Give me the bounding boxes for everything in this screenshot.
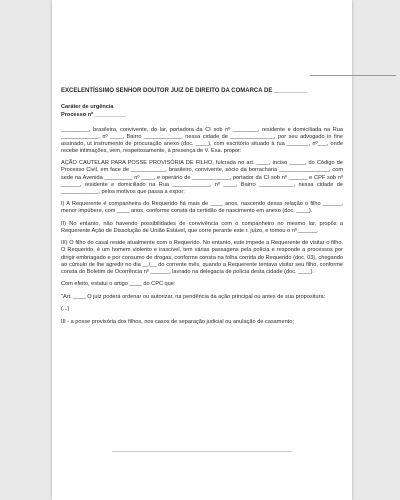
footer-rule: [112, 451, 292, 452]
document-title: EXCELENTÍSSIMO SENHOR DOUTOR JUIZ DE DIREITO DA COMARCA DE __________: [61, 88, 308, 94]
paragraph-article-quote: "Art. ____ O juiz poderá ordenar ou autorizar, na pendência da ação principal ou antes de sua propositura:: [61, 293, 326, 300]
document-body: [61, 88, 343, 331]
paragraph-qualification: _________, brasileira, convivente, do lar, portadora da CI sob nº ________, residente e domiciliada na Rua ____________, nº ____, Bairro ____________, nessa cidade de ______________, por seu advogado in fine assinado, ut instrumento de procuração anexo (doc. ____), com escritório situado à rua _______, nº___, onde recebe intimações, vem, respeitosamente, à presença de V. Exa. propor:: [61, 126, 343, 154]
paragraph-fact-2: II) No entanto, não havendo possibilidades de convivência com o companheiro no mesmo lar, propôs a Requerente Ação de Dissolução de União Estável, que corre perante este r. juízo, e tomou o nº ______.: [61, 220, 343, 234]
paragraph-cpc-intro: Com efeito, estatui o artigo ____ do CPC que:: [61, 281, 176, 288]
urgency-label: Caráter de urgência: [61, 104, 114, 111]
paragraph-article-item-iii: III - a posse provisória dos filhos, nos casos de separação judicial ou anulação de casamento;: [61, 318, 294, 325]
document-page: [52, 0, 352, 500]
header-rule: [310, 75, 396, 76]
process-number: Processo nº __________: [61, 111, 126, 118]
paragraph-action: AÇÃO CAUTELAR PARA POSSE PROVISÓRIA DE FILHO, fulcrada no art. ____, inciso _____, do Código de Processo Civil, em face de ___________, brasileiro, convivente, sócio da borracharia ________________, com sede na Avenida _________ nº ____, e operário de ____________, portador da CI sob nº ______ e CPF sob nº ______, residente e domiciliado na Rua ____________, nº ____, Bairro ___________, nessa cidade de ____________, pelos motivos que passa a expor:: [61, 160, 343, 195]
paragraph-fact-1: I) A Requerente é companheira do Requerido há mais de ____ anos, nascendo dessa relação o filho ______, menor impúbere, com ____ anos, conforme consta da certidão de nascimento em anexo (doc. ____).: [61, 201, 343, 215]
paragraph-fact-3: III) O filho do casal reside atualmente com o Requerido. No entanto, este impede a Requerente de visitar o filho. O Requerido, é um homem violento e irascível, tem várias passagens pela polícia e responde a processos por dirigir embriagado e por consumo de drogas, conforme consta na folha corrida do Requerido (doc. 03), chegando ao cúmulo de lhe agredir no dia __/__ do corrente mês, quando a Requerente tentava visitar seu filho, conforme consta do Boletim de Ocorrência nº ______, lavrado na delegacia de polícia desta cidade (doc. ____).: [61, 240, 343, 275]
paragraph-ellipsis: (...): [61, 306, 70, 313]
